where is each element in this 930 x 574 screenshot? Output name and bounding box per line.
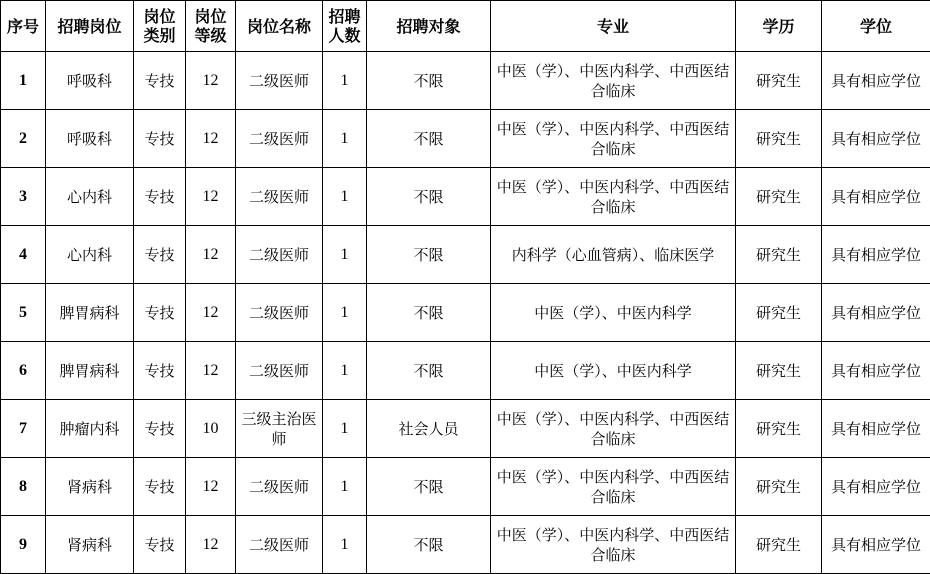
header-cell-position: 招聘岗位 <box>46 1 134 52</box>
position-cell: 肿瘤内科 <box>46 400 134 458</box>
grade-cell: 12 <box>186 168 236 226</box>
table-row <box>1 516 930 574</box>
position-cell: 肾病科 <box>46 458 134 516</box>
category-cell: 专技 <box>134 458 186 516</box>
count-cell: 1 <box>323 400 367 458</box>
grade-cell: 10 <box>186 400 236 458</box>
education-cell: 研究生 <box>736 342 822 400</box>
header-cell-grade: 岗位等级 <box>186 1 236 52</box>
count-cell: 1 <box>323 52 367 110</box>
target-cell: 不限 <box>367 458 491 516</box>
table-row <box>1 226 930 284</box>
major-cell: 中医（学）、中医内科学、中西医结合临床 <box>491 168 736 226</box>
major-cell: 内科学（心血管病）、临床医学 <box>491 226 736 284</box>
title-cell: 二级医师 <box>236 52 323 110</box>
table-row <box>1 400 930 458</box>
major-cell: 中医（学）、中医内科学 <box>491 342 736 400</box>
category-cell: 专技 <box>134 400 186 458</box>
table-row <box>1 168 930 226</box>
count-cell: 1 <box>323 516 367 574</box>
header-row <box>1 1 930 52</box>
row-index: 7 <box>1 400 46 458</box>
title-cell: 二级医师 <box>236 110 323 168</box>
degree-cell: 具有相应学位 <box>822 400 930 458</box>
title-cell: 二级医师 <box>236 284 323 342</box>
position-cell: 脾胃病科 <box>46 284 134 342</box>
header-cell-title: 岗位名称 <box>236 1 323 52</box>
title-cell: 二级医师 <box>236 342 323 400</box>
target-cell: 不限 <box>367 110 491 168</box>
target-cell: 不限 <box>367 168 491 226</box>
education-cell: 研究生 <box>736 284 822 342</box>
title-cell: 三级主治医师 <box>236 400 323 458</box>
table-row <box>1 342 930 400</box>
title-cell: 二级医师 <box>236 226 323 284</box>
target-cell: 不限 <box>367 284 491 342</box>
table-row <box>1 52 930 110</box>
category-cell: 专技 <box>134 168 186 226</box>
count-cell: 1 <box>323 458 367 516</box>
degree-cell: 具有相应学位 <box>822 458 930 516</box>
category-cell: 专技 <box>134 342 186 400</box>
position-cell: 心内科 <box>46 168 134 226</box>
header-cell-degree: 学位 <box>822 1 930 52</box>
position-cell: 呼吸科 <box>46 110 134 168</box>
table-row <box>1 458 930 516</box>
table-row <box>1 110 930 168</box>
degree-cell: 具有相应学位 <box>822 110 930 168</box>
row-index: 9 <box>1 516 46 574</box>
table-row <box>1 284 930 342</box>
target-cell: 社会人员 <box>367 400 491 458</box>
category-cell: 专技 <box>134 284 186 342</box>
header-cell-count: 招聘人数 <box>323 1 367 52</box>
major-cell: 中医（学）、中医内科学、中西医结合临床 <box>491 52 736 110</box>
title-cell: 二级医师 <box>236 458 323 516</box>
category-cell: 专技 <box>134 516 186 574</box>
header-cell-major: 专业 <box>491 1 736 52</box>
grade-cell: 12 <box>186 516 236 574</box>
row-index: 1 <box>1 52 46 110</box>
degree-cell: 具有相应学位 <box>822 516 930 574</box>
grade-cell: 12 <box>186 284 236 342</box>
major-cell: 中医（学）、中医内科学 <box>491 284 736 342</box>
count-cell: 1 <box>323 342 367 400</box>
target-cell: 不限 <box>367 52 491 110</box>
header-cell-target: 招聘对象 <box>367 1 491 52</box>
education-cell: 研究生 <box>736 516 822 574</box>
row-index: 2 <box>1 110 46 168</box>
grade-cell: 12 <box>186 226 236 284</box>
header-cell-index: 序号 <box>1 1 46 52</box>
degree-cell: 具有相应学位 <box>822 226 930 284</box>
count-cell: 1 <box>323 168 367 226</box>
grade-cell: 12 <box>186 458 236 516</box>
education-cell: 研究生 <box>736 52 822 110</box>
title-cell: 二级医师 <box>236 168 323 226</box>
position-cell: 肾病科 <box>46 516 134 574</box>
count-cell: 1 <box>323 284 367 342</box>
row-index: 5 <box>1 284 46 342</box>
degree-cell: 具有相应学位 <box>822 168 930 226</box>
major-cell: 中医（学）、中医内科学、中西医结合临床 <box>491 400 736 458</box>
grade-cell: 12 <box>186 52 236 110</box>
category-cell: 专技 <box>134 52 186 110</box>
education-cell: 研究生 <box>736 168 822 226</box>
education-cell: 研究生 <box>736 110 822 168</box>
row-index: 6 <box>1 342 46 400</box>
education-cell: 研究生 <box>736 226 822 284</box>
major-cell: 中医（学）、中医内科学、中西医结合临床 <box>491 110 736 168</box>
position-cell: 脾胃病科 <box>46 342 134 400</box>
header-cell-education: 学历 <box>736 1 822 52</box>
row-index: 8 <box>1 458 46 516</box>
category-cell: 专技 <box>134 226 186 284</box>
education-cell: 研究生 <box>736 400 822 458</box>
category-cell: 专技 <box>134 110 186 168</box>
row-index: 3 <box>1 168 46 226</box>
count-cell: 1 <box>323 226 367 284</box>
target-cell: 不限 <box>367 226 491 284</box>
education-cell: 研究生 <box>736 458 822 516</box>
position-cell: 呼吸科 <box>46 52 134 110</box>
target-cell: 不限 <box>367 342 491 400</box>
degree-cell: 具有相应学位 <box>822 52 930 110</box>
degree-cell: 具有相应学位 <box>822 342 930 400</box>
row-index: 4 <box>1 226 46 284</box>
position-cell: 心内科 <box>46 226 134 284</box>
grade-cell: 12 <box>186 342 236 400</box>
target-cell: 不限 <box>367 516 491 574</box>
major-cell: 中医（学）、中医内科学、中西医结合临床 <box>491 458 736 516</box>
degree-cell: 具有相应学位 <box>822 284 930 342</box>
major-cell: 中医（学）、中医内科学、中西医结合临床 <box>491 516 736 574</box>
header-cell-category: 岗位类别 <box>134 1 186 52</box>
title-cell: 二级医师 <box>236 516 323 574</box>
grade-cell: 12 <box>186 110 236 168</box>
count-cell: 1 <box>323 110 367 168</box>
